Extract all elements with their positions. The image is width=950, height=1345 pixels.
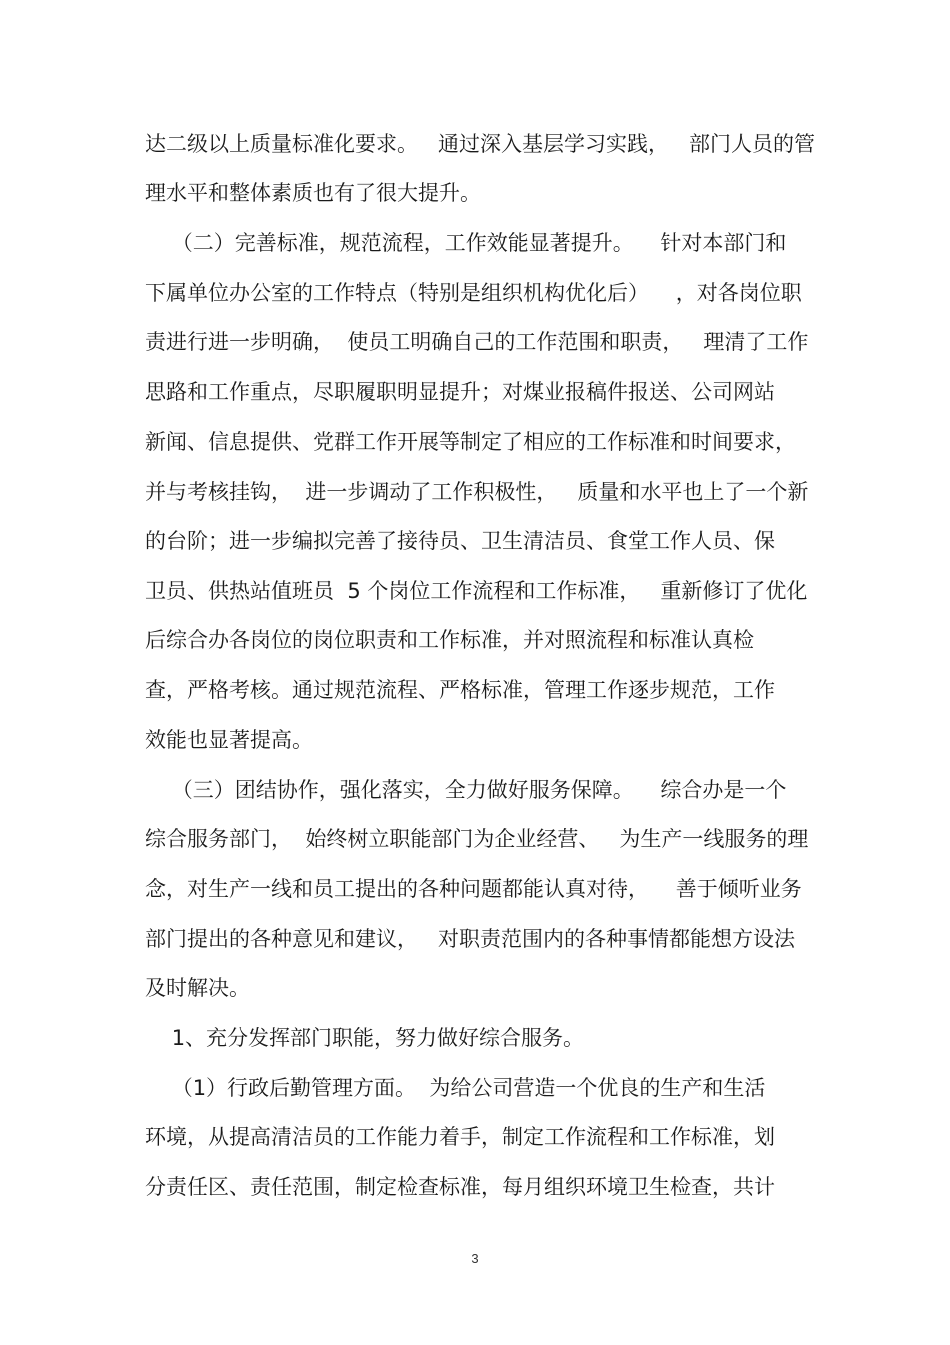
text-line: 责进行进一步明确， 使员工明确自己的工作范围和职责， 理清了工作: [145, 330, 809, 354]
paragraph-heading: 1、充分发挥部门职能，努力做好综合服务。: [145, 1026, 585, 1050]
paragraph-heading: （1）行政后勤管理方面。 为给公司营造一个优良的生产和生活: [145, 1076, 766, 1100]
text-line: 后综合办各岗位的岗位职责和工作标准，并对照流程和标准认真检: [145, 628, 754, 652]
text-line: 理水平和整体素质也有了很大提升。: [145, 181, 481, 205]
text-line: 及时解决。: [145, 976, 250, 1000]
text-line: 并与考核挂钩， 进一步调动了工作积极性， 质量和水平也上了一个新: [145, 480, 809, 504]
paragraph-heading: （三）团结协作，强化落实，全力做好服务保障。 综合办是一个: [145, 778, 787, 802]
text-line: 环境，从提高清洁员的工作能力着手，制定工作流程和工作标准，划: [145, 1125, 775, 1149]
text-line: 念，对生产一线和员工提出的各种问题都能认真对待， 善于倾听业务: [145, 877, 802, 901]
text-line: 的台阶；进一步编拟完善了接待员、卫生清洁员、食堂工作人员、保: [145, 529, 775, 553]
text-line: 下属单位办公室的工作特点（特别是组织机构优化后） ，对各岗位职: [145, 281, 802, 305]
text-line: 查，严格考核。通过规范流程、严格标准，管理工作逐步规范，工作: [145, 678, 775, 702]
text-line: 分责任区、责任范围，制定检查标准，每月组织环境卫生检查，共计: [145, 1175, 775, 1199]
text-line: 效能也显著提高。: [145, 728, 313, 752]
text-line: 部门提出的各种意见和建议， 对职责范围内的各种事情都能想方设法: [145, 927, 796, 951]
page-number: 3: [471, 1251, 479, 1266]
text-line: 达二级以上质量标准化要求。 通过深入基层学习实践， 部门人员的管: [145, 132, 816, 156]
text-line: 卫员、供热站值班员 5 个岗位工作流程和工作标准， 重新修订了优化: [145, 579, 808, 603]
paragraph-heading: （二）完善标准，规范流程，工作效能显著提升。 针对本部门和: [145, 231, 787, 255]
text-line: 新闻、信息提供、党群工作开展等制定了相应的工作标准和时间要求，: [145, 430, 796, 454]
text-line: 综合服务部门， 始终树立职能部门为企业经营、 为生产一线服务的理: [145, 827, 809, 851]
text-line: 思路和工作重点，尽职履职明显提升；对煤业报稿件报送、公司网站: [145, 380, 775, 404]
